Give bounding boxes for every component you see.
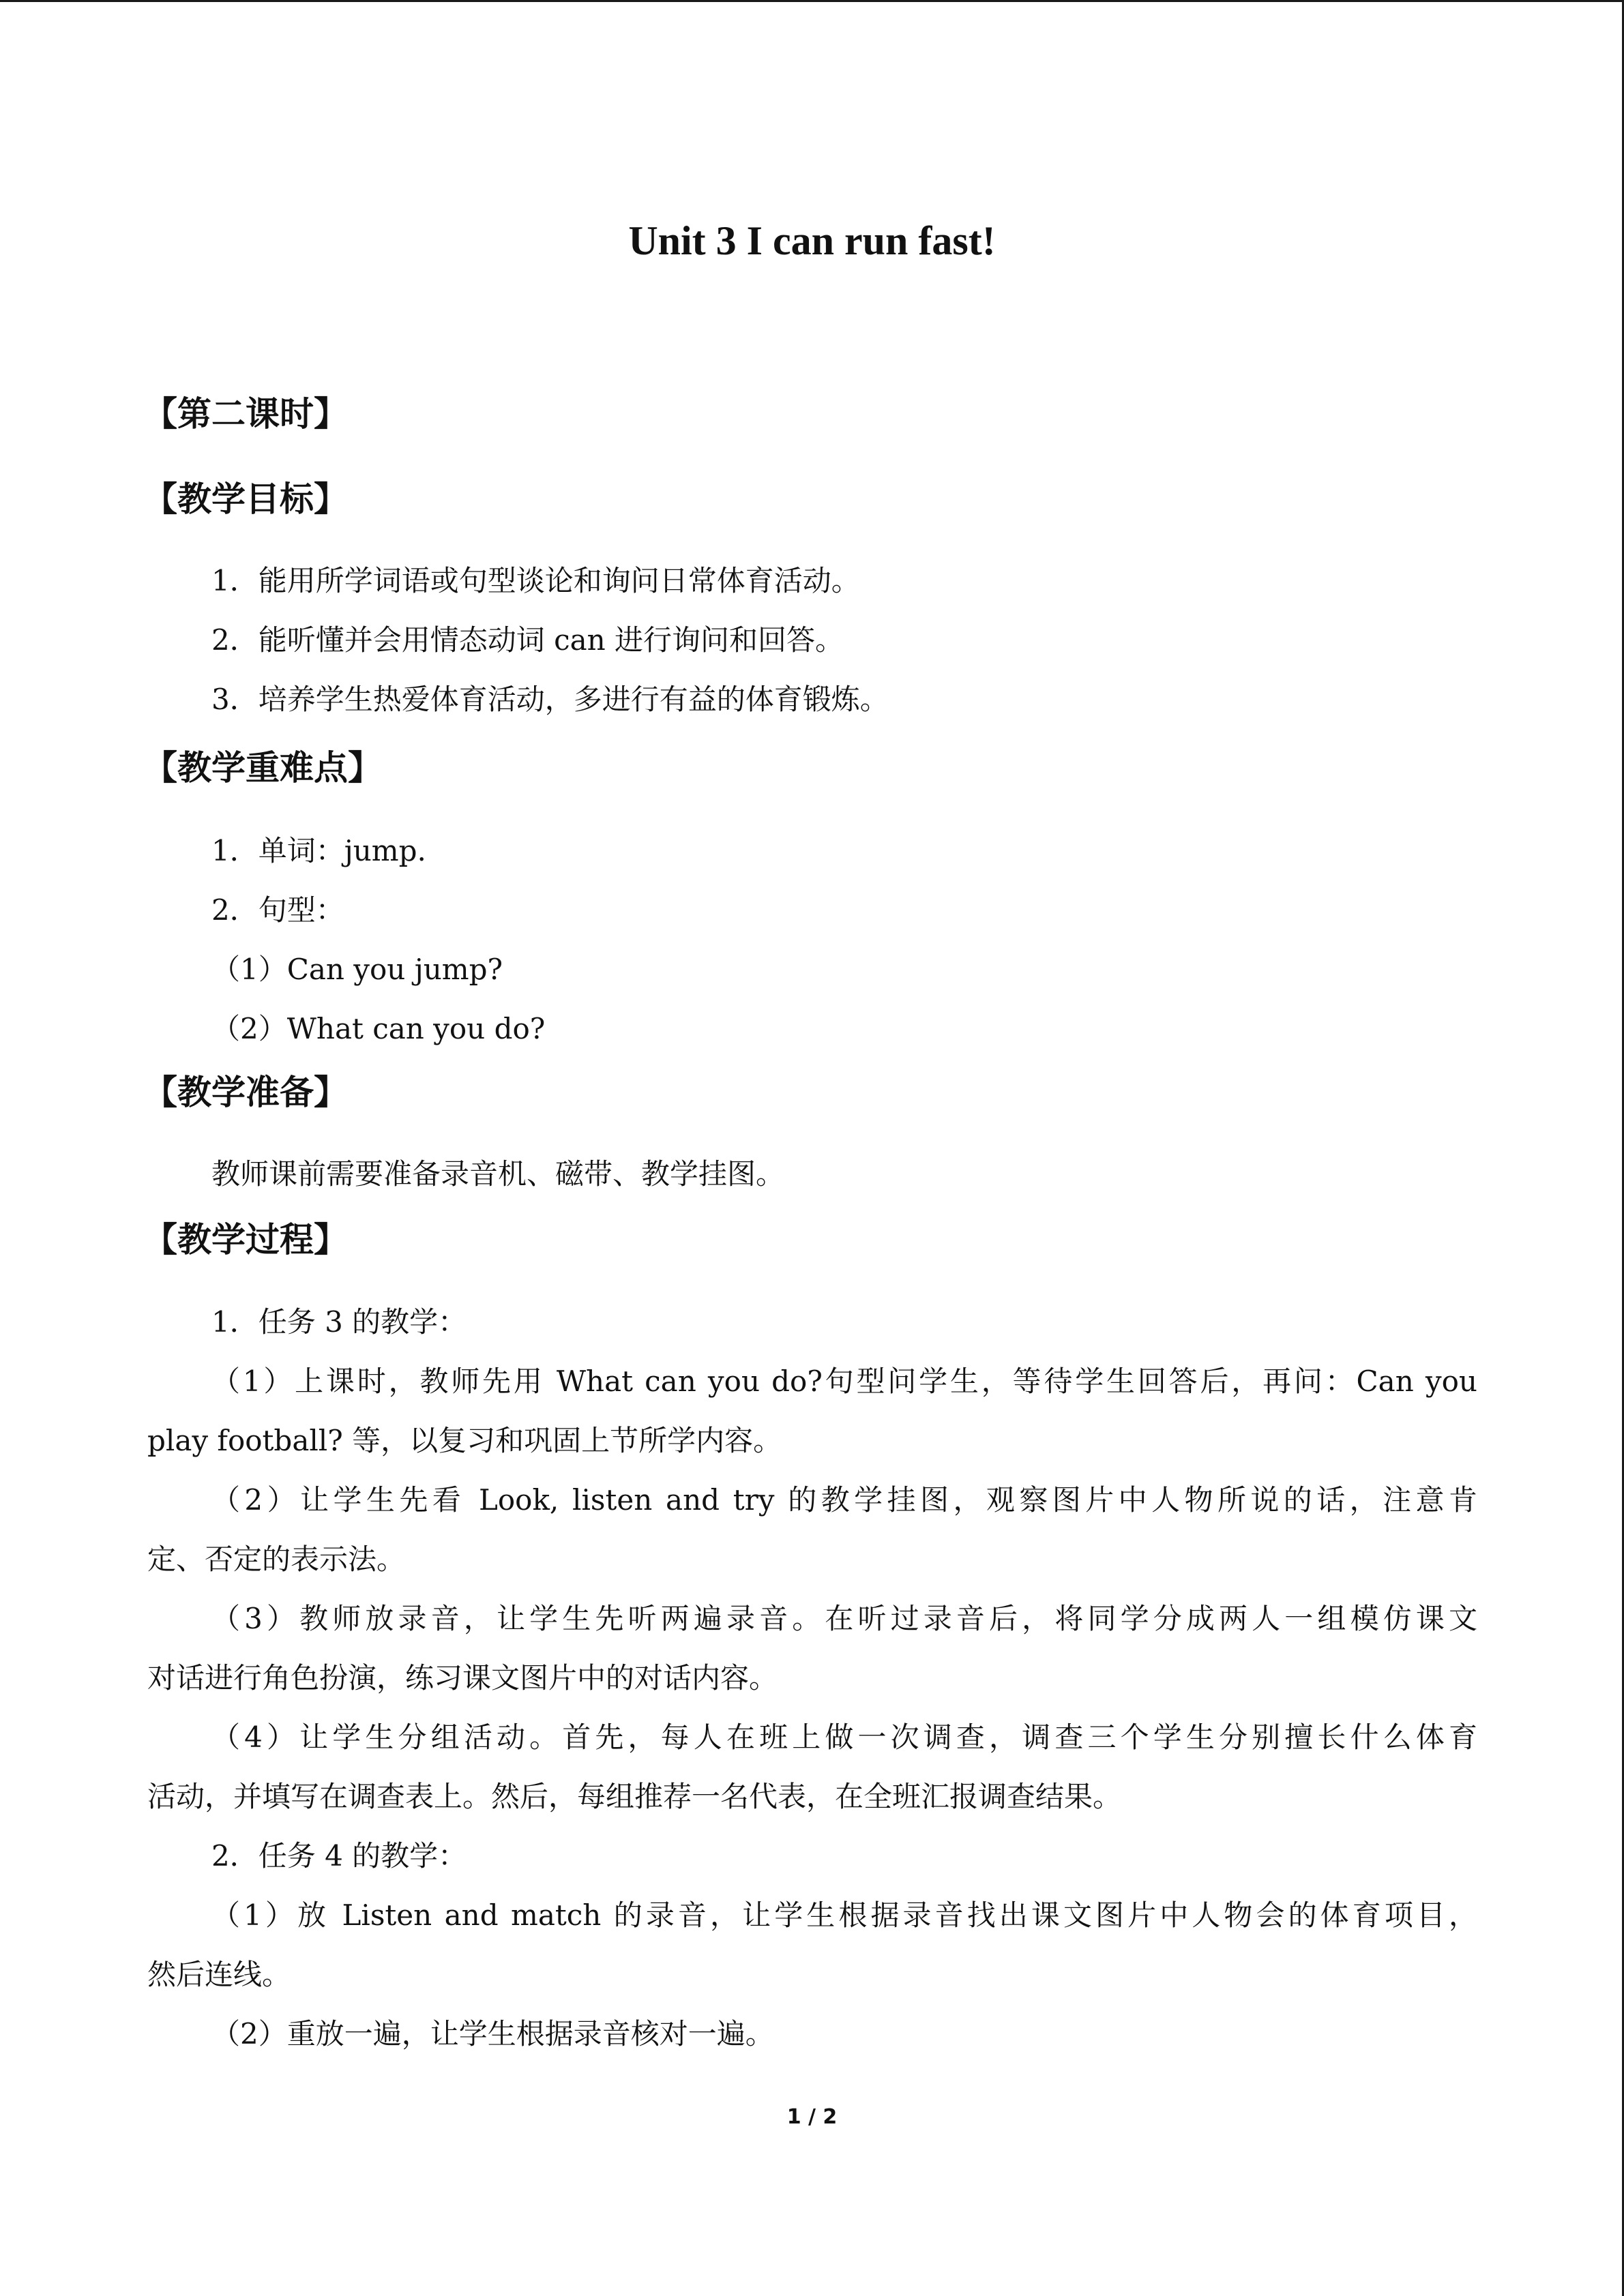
key-point-sub-1: （1）Can you jump?	[211, 953, 503, 986]
key-point-item-1: 1．单词：jump.	[211, 834, 426, 867]
task3-paragraph-1-line-2: play football? 等，以复习和巩固上节所学内容。	[147, 1424, 782, 1457]
task3-paragraph-3-line-1: （3）教师放录音，让学生先听两遍录音。在听过录音后，将同学分成两人一组模仿课文	[211, 1602, 1477, 1635]
task4-paragraph-1-line-2: 然后连线。	[147, 1958, 291, 1991]
objective-item-1: 1．能用所学词语或句型谈论和询问日常体育活动。	[211, 564, 860, 597]
task4-paragraph-2: （2）重放一遍，让学生根据录音核对一遍。	[211, 2017, 774, 2051]
task3-paragraph-3-line-2: 对话进行角色扮演，练习课文图片中的对话内容。	[147, 1661, 778, 1695]
task3-paragraph-4-line-2: 活动，并填写在调查表上。然后，每组推荐一名代表，在全班汇报调查结果。	[147, 1780, 1122, 1813]
page-number: 1 / 2	[786, 2105, 838, 2129]
task3-paragraph-4-line-1: （4）让学生分组活动。首先，每人在班上做一次调查，调查三个学生分别擅长什么体育	[211, 1720, 1477, 1754]
task4-title: 2．任务 4 的教学：	[211, 1839, 467, 1873]
key-point-sub-2: （2）What can you do?	[211, 1012, 546, 1045]
page-border-top	[0, 0, 1624, 2]
task3-paragraph-2-line-1: （2）让学生先看 Look, listen and try 的教学挂图，观察图片中人物所说的话，注意肯	[211, 1483, 1477, 1517]
document-title: Unit 3 I can run fast!	[628, 218, 996, 263]
task3-paragraph-1-line-1: （1）上课时，教师先用 What can you do?句型问学生，等待学生回答后，再问：Can you	[211, 1365, 1477, 1398]
task3-title: 1．任务 3 的教学：	[211, 1305, 467, 1339]
key-point-item-2: 2．句型：	[211, 893, 344, 927]
objectives-heading: 【教学目标】	[143, 479, 348, 519]
objective-item-3: 3．培养学生热爱体育活动，多进行有益的体育锻炼。	[211, 683, 889, 716]
task4-paragraph-1-line-1: （1）放 Listen and match 的录音，让学生根据录音找出课文图片中人物会的体育项目，	[211, 1898, 1477, 1932]
process-heading: 【教学过程】	[143, 1220, 348, 1259]
task3-paragraph-2-line-2: 定、否定的表示法。	[147, 1542, 406, 1576]
preparation-text: 教师课前需要准备录音机、磁带、教学挂图。	[211, 1157, 785, 1191]
key-points-heading: 【教学重难点】	[143, 748, 382, 788]
lesson-heading: 【第二课时】	[143, 394, 348, 434]
objective-item-2: 2．能听懂并会用情态动词 can 进行询问和回答。	[211, 623, 844, 657]
preparation-heading: 【教学准备】	[143, 1073, 348, 1112]
